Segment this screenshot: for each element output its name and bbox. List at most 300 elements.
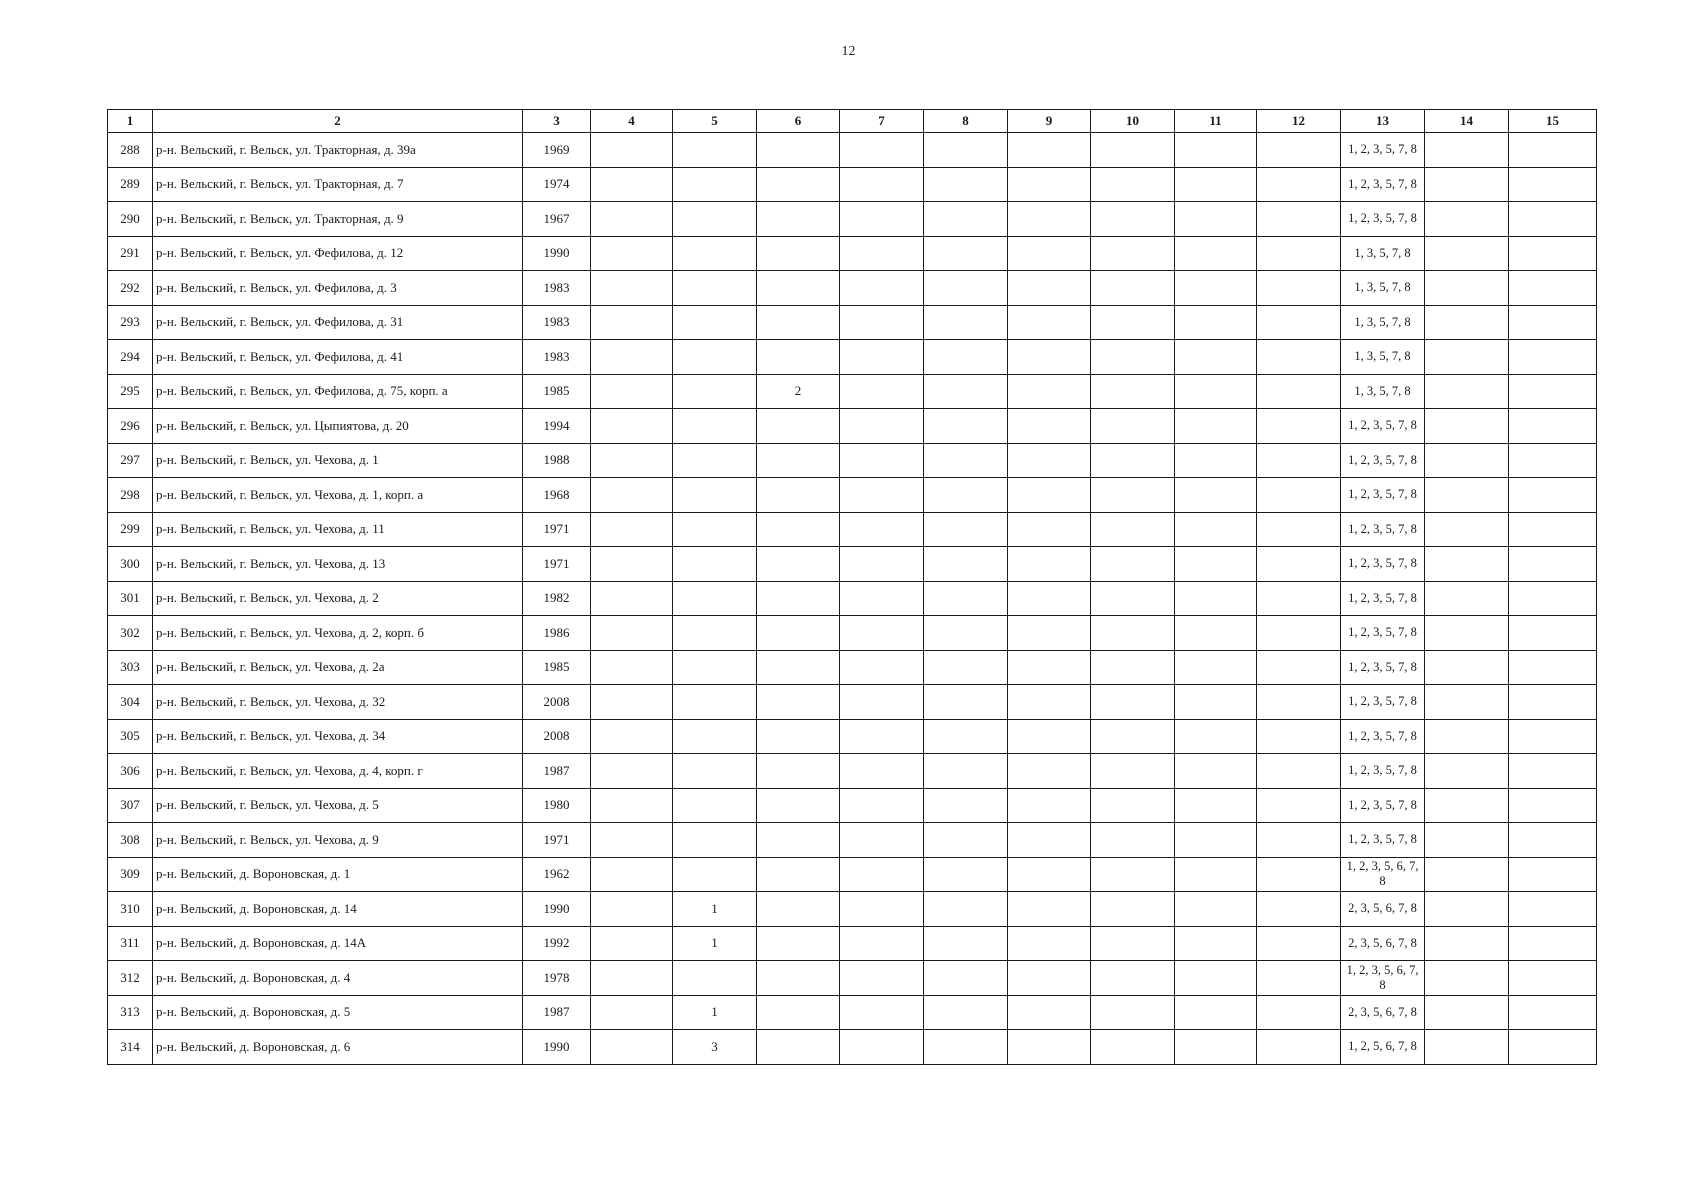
codes-cell: 1, 2, 3, 5, 7, 8 bbox=[1341, 650, 1425, 685]
table-cell-col-14 bbox=[1425, 512, 1509, 547]
column-header-12: 12 bbox=[1257, 110, 1341, 133]
table-cell-col-11 bbox=[1175, 167, 1257, 202]
codes-cell: 1, 3, 5, 7, 8 bbox=[1341, 340, 1425, 375]
table-cell-col-8 bbox=[924, 271, 1008, 306]
table-cell-col-4 bbox=[591, 961, 673, 996]
table-cell-col-6 bbox=[757, 512, 840, 547]
table-cell-col-6 bbox=[757, 616, 840, 651]
table-cell-col-5 bbox=[673, 685, 757, 720]
table-cell-col-14 bbox=[1425, 892, 1509, 927]
table-cell-col-8 bbox=[924, 650, 1008, 685]
table-cell-col-14 bbox=[1425, 409, 1509, 444]
year-cell: 1968 bbox=[523, 478, 591, 513]
address-cell: р-н. Вельский, г. Вельск, ул. Фефилова, д. 75, корп. а bbox=[153, 374, 523, 409]
year-cell: 1969 bbox=[523, 133, 591, 168]
row-number-cell: 309 bbox=[108, 857, 153, 892]
table-cell-col-15 bbox=[1509, 995, 1597, 1030]
row-number-cell: 300 bbox=[108, 547, 153, 582]
table-cell-col-15 bbox=[1509, 133, 1597, 168]
table-cell-col-14 bbox=[1425, 857, 1509, 892]
table-cell-col-10 bbox=[1091, 1030, 1175, 1065]
table-cell-col-14 bbox=[1425, 478, 1509, 513]
table-cell-col-12 bbox=[1257, 305, 1341, 340]
codes-cell: 1, 2, 3, 5, 7, 8 bbox=[1341, 167, 1425, 202]
row-number-cell: 296 bbox=[108, 409, 153, 444]
table-cell-col-8 bbox=[924, 823, 1008, 858]
row-number-cell: 307 bbox=[108, 788, 153, 823]
table-cell-col-7 bbox=[840, 650, 924, 685]
table-cell-col-6 bbox=[757, 271, 840, 306]
year-cell: 1983 bbox=[523, 305, 591, 340]
table-cell-col-4 bbox=[591, 823, 673, 858]
table-cell-col-4 bbox=[591, 616, 673, 651]
table-cell-col-4 bbox=[591, 995, 673, 1030]
table-cell-col-14 bbox=[1425, 995, 1509, 1030]
table-cell-col-4 bbox=[591, 271, 673, 306]
row-number-cell: 291 bbox=[108, 236, 153, 271]
table-row bbox=[108, 340, 1597, 375]
table-cell-col-6 bbox=[757, 650, 840, 685]
table-cell-col-7 bbox=[840, 443, 924, 478]
table-cell-col-15 bbox=[1509, 581, 1597, 616]
codes-cell: 1, 2, 3, 5, 7, 8 bbox=[1341, 133, 1425, 168]
table-cell-col-5: 3 bbox=[673, 1030, 757, 1065]
table-cell-col-8 bbox=[924, 685, 1008, 720]
table-cell-col-14 bbox=[1425, 685, 1509, 720]
table-cell-col-15 bbox=[1509, 271, 1597, 306]
year-cell: 1990 bbox=[523, 892, 591, 927]
table-cell-col-9 bbox=[1008, 133, 1091, 168]
table-cell-col-15 bbox=[1509, 443, 1597, 478]
table-cell-col-14 bbox=[1425, 926, 1509, 961]
table-row bbox=[108, 650, 1597, 685]
address-cell: р-н. Вельский, г. Вельск, ул. Цыпиятова, д. 20 bbox=[153, 409, 523, 444]
table-cell-col-7 bbox=[840, 719, 924, 754]
table-cell-col-4 bbox=[591, 236, 673, 271]
table-cell-col-15 bbox=[1509, 478, 1597, 513]
table-cell-col-6 bbox=[757, 719, 840, 754]
table-cell-col-12 bbox=[1257, 340, 1341, 375]
address-cell: р-н. Вельский, д. Вороновская, д. 6 bbox=[153, 1030, 523, 1065]
codes-cell: 1, 2, 3, 5, 6, 7, 8 bbox=[1341, 857, 1425, 892]
table-body bbox=[108, 133, 1597, 1065]
table-cell-col-4 bbox=[591, 340, 673, 375]
table-row bbox=[108, 616, 1597, 651]
table-cell-col-8 bbox=[924, 167, 1008, 202]
table-cell-col-6 bbox=[757, 581, 840, 616]
codes-cell: 1, 2, 3, 5, 7, 8 bbox=[1341, 616, 1425, 651]
table-cell-col-10 bbox=[1091, 340, 1175, 375]
table-row bbox=[108, 133, 1597, 168]
table-cell-col-9 bbox=[1008, 961, 1091, 996]
address-cell: р-н. Вельский, г. Вельск, ул. Фефилова, д. 12 bbox=[153, 236, 523, 271]
year-cell: 1985 bbox=[523, 650, 591, 685]
table-cell-col-8 bbox=[924, 581, 1008, 616]
column-header-4: 4 bbox=[591, 110, 673, 133]
address-cell: р-н. Вельский, г. Вельск, ул. Чехова, д. 2, корп. б bbox=[153, 616, 523, 651]
table-cell-col-11 bbox=[1175, 719, 1257, 754]
table-cell-col-7 bbox=[840, 857, 924, 892]
table-cell-col-7 bbox=[840, 409, 924, 444]
table-cell-col-9 bbox=[1008, 754, 1091, 789]
table-cell-col-4 bbox=[591, 167, 673, 202]
table-cell-col-10 bbox=[1091, 305, 1175, 340]
address-cell: р-н. Вельский, г. Вельск, ул. Тракторная, д. 39а bbox=[153, 133, 523, 168]
column-header-7: 7 bbox=[840, 110, 924, 133]
table-cell-col-14 bbox=[1425, 650, 1509, 685]
table-cell-col-9 bbox=[1008, 857, 1091, 892]
table-cell-col-6 bbox=[757, 443, 840, 478]
table-cell-col-10 bbox=[1091, 719, 1175, 754]
table-cell-col-10 bbox=[1091, 926, 1175, 961]
table-cell-col-11 bbox=[1175, 685, 1257, 720]
table-cell-col-11 bbox=[1175, 409, 1257, 444]
table-cell-col-9 bbox=[1008, 719, 1091, 754]
table-cell-col-5 bbox=[673, 857, 757, 892]
address-cell: р-н. Вельский, г. Вельск, ул. Чехова, д. 2а bbox=[153, 650, 523, 685]
housing-table bbox=[107, 109, 1597, 1065]
row-number-cell: 290 bbox=[108, 202, 153, 237]
codes-cell: 1, 2, 3, 5, 7, 8 bbox=[1341, 478, 1425, 513]
table-row bbox=[108, 719, 1597, 754]
table-cell-col-4 bbox=[591, 685, 673, 720]
table-cell-col-6 bbox=[757, 685, 840, 720]
table-cell-col-9 bbox=[1008, 409, 1091, 444]
table-cell-col-10 bbox=[1091, 581, 1175, 616]
table-cell-col-5 bbox=[673, 650, 757, 685]
table-cell-col-6 bbox=[757, 892, 840, 927]
table-cell-col-15 bbox=[1509, 236, 1597, 271]
column-header-9: 9 bbox=[1008, 110, 1091, 133]
table-cell-col-7 bbox=[840, 547, 924, 582]
row-number-cell: 298 bbox=[108, 478, 153, 513]
table-cell-col-8 bbox=[924, 305, 1008, 340]
table-row bbox=[108, 443, 1597, 478]
table-cell-col-12 bbox=[1257, 133, 1341, 168]
codes-cell: 1, 2, 5, 6, 7, 8 bbox=[1341, 1030, 1425, 1065]
table-cell-col-11 bbox=[1175, 512, 1257, 547]
table-cell-col-6 bbox=[757, 926, 840, 961]
table-cell-col-4 bbox=[591, 1030, 673, 1065]
table-cell-col-4 bbox=[591, 926, 673, 961]
table-row bbox=[108, 581, 1597, 616]
column-header-5: 5 bbox=[673, 110, 757, 133]
table-cell-col-5: 1 bbox=[673, 892, 757, 927]
table-cell-col-12 bbox=[1257, 857, 1341, 892]
table-cell-col-11 bbox=[1175, 305, 1257, 340]
table-cell-col-4 bbox=[591, 478, 673, 513]
table-cell-col-15 bbox=[1509, 202, 1597, 237]
table-cell-col-7 bbox=[840, 236, 924, 271]
table-cell-col-14 bbox=[1425, 340, 1509, 375]
codes-cell: 1, 2, 3, 5, 7, 8 bbox=[1341, 754, 1425, 789]
table-cell-col-7 bbox=[840, 512, 924, 547]
row-number-cell: 305 bbox=[108, 719, 153, 754]
table-cell-col-4 bbox=[591, 650, 673, 685]
address-cell: р-н. Вельский, г. Вельск, ул. Фефилова, д. 31 bbox=[153, 305, 523, 340]
table-cell-col-12 bbox=[1257, 547, 1341, 582]
table-cell-col-7 bbox=[840, 305, 924, 340]
codes-cell: 1, 3, 5, 7, 8 bbox=[1341, 271, 1425, 306]
table-row bbox=[108, 961, 1597, 996]
table-cell-col-7 bbox=[840, 685, 924, 720]
table-cell-col-9 bbox=[1008, 236, 1091, 271]
table-row bbox=[108, 788, 1597, 823]
table-cell-col-9 bbox=[1008, 788, 1091, 823]
table-cell-col-8 bbox=[924, 443, 1008, 478]
table-cell-col-10 bbox=[1091, 202, 1175, 237]
table-cell-col-8 bbox=[924, 961, 1008, 996]
table-cell-col-8 bbox=[924, 892, 1008, 927]
table-cell-col-11 bbox=[1175, 926, 1257, 961]
row-number-cell: 299 bbox=[108, 512, 153, 547]
table-cell-col-5 bbox=[673, 271, 757, 306]
address-cell: р-н. Вельский, г. Вельск, ул. Чехова, д. 9 bbox=[153, 823, 523, 858]
table-cell-col-14 bbox=[1425, 236, 1509, 271]
year-cell: 1971 bbox=[523, 547, 591, 582]
table-cell-col-8 bbox=[924, 616, 1008, 651]
table-cell-col-5: 1 bbox=[673, 926, 757, 961]
table-cell-col-15 bbox=[1509, 788, 1597, 823]
table-cell-col-5 bbox=[673, 133, 757, 168]
address-cell: р-н. Вельский, г. Вельск, ул. Фефилова, д. 41 bbox=[153, 340, 523, 375]
table-cell-col-11 bbox=[1175, 857, 1257, 892]
table-cell-col-9 bbox=[1008, 823, 1091, 858]
address-cell: р-н. Вельский, г. Вельск, ул. Тракторная, д. 7 bbox=[153, 167, 523, 202]
column-header-13: 13 bbox=[1341, 110, 1425, 133]
column-header-6: 6 bbox=[757, 110, 840, 133]
table-cell-col-6 bbox=[757, 995, 840, 1030]
table-row bbox=[108, 409, 1597, 444]
year-cell: 1988 bbox=[523, 443, 591, 478]
table-cell-col-11 bbox=[1175, 547, 1257, 582]
year-cell: 2008 bbox=[523, 685, 591, 720]
table-cell-col-5 bbox=[673, 823, 757, 858]
column-header-1: 1 bbox=[108, 110, 153, 133]
table-cell-col-14 bbox=[1425, 305, 1509, 340]
table-cell-col-9 bbox=[1008, 926, 1091, 961]
year-cell: 1994 bbox=[523, 409, 591, 444]
table-cell-col-4 bbox=[591, 857, 673, 892]
table-row bbox=[108, 547, 1597, 582]
codes-cell: 1, 2, 3, 5, 6, 7, 8 bbox=[1341, 961, 1425, 996]
year-cell: 1971 bbox=[523, 823, 591, 858]
table-cell-col-9 bbox=[1008, 892, 1091, 927]
codes-cell: 1, 2, 3, 5, 7, 8 bbox=[1341, 685, 1425, 720]
table-cell-col-8 bbox=[924, 1030, 1008, 1065]
row-number-cell: 297 bbox=[108, 443, 153, 478]
table-cell-col-15 bbox=[1509, 719, 1597, 754]
table-cell-col-8 bbox=[924, 547, 1008, 582]
table-row bbox=[108, 685, 1597, 720]
table-cell-col-12 bbox=[1257, 685, 1341, 720]
codes-cell: 1, 2, 3, 5, 7, 8 bbox=[1341, 719, 1425, 754]
table-cell-col-4 bbox=[591, 409, 673, 444]
table-cell-col-7 bbox=[840, 581, 924, 616]
row-number-cell: 308 bbox=[108, 823, 153, 858]
table-cell-col-12 bbox=[1257, 719, 1341, 754]
row-number-cell: 301 bbox=[108, 581, 153, 616]
table-cell-col-11 bbox=[1175, 340, 1257, 375]
table-cell-col-12 bbox=[1257, 892, 1341, 927]
table-cell-col-10 bbox=[1091, 409, 1175, 444]
table-cell-col-14 bbox=[1425, 271, 1509, 306]
table-cell-col-12 bbox=[1257, 374, 1341, 409]
year-cell: 1992 bbox=[523, 926, 591, 961]
row-number-cell: 311 bbox=[108, 926, 153, 961]
table-cell-col-7 bbox=[840, 1030, 924, 1065]
row-number-cell: 302 bbox=[108, 616, 153, 651]
year-cell: 1974 bbox=[523, 167, 591, 202]
column-header-14: 14 bbox=[1425, 110, 1509, 133]
address-cell: р-н. Вельский, д. Вороновская, д. 1 bbox=[153, 857, 523, 892]
table-cell-col-6 bbox=[757, 1030, 840, 1065]
table-cell-col-9 bbox=[1008, 547, 1091, 582]
table-cell-col-4 bbox=[591, 374, 673, 409]
codes-cell: 2, 3, 5, 6, 7, 8 bbox=[1341, 995, 1425, 1030]
table-cell-col-7 bbox=[840, 961, 924, 996]
table-cell-col-10 bbox=[1091, 616, 1175, 651]
year-cell: 1987 bbox=[523, 754, 591, 789]
row-number-cell: 310 bbox=[108, 892, 153, 927]
table-cell-col-15 bbox=[1509, 616, 1597, 651]
table-cell-col-8 bbox=[924, 995, 1008, 1030]
table-cell-col-14 bbox=[1425, 133, 1509, 168]
column-header-2: 2 bbox=[153, 110, 523, 133]
address-cell: р-н. Вельский, г. Вельск, ул. Чехова, д. 1, корп. а bbox=[153, 478, 523, 513]
table-cell-col-10 bbox=[1091, 478, 1175, 513]
table-cell-col-6 bbox=[757, 133, 840, 168]
table-cell-col-14 bbox=[1425, 616, 1509, 651]
column-header-8: 8 bbox=[924, 110, 1008, 133]
table-row bbox=[108, 892, 1597, 927]
table-cell-col-5 bbox=[673, 788, 757, 823]
table-cell-col-14 bbox=[1425, 547, 1509, 582]
table-cell-col-15 bbox=[1509, 409, 1597, 444]
table-cell-col-6 bbox=[757, 788, 840, 823]
row-number-cell: 294 bbox=[108, 340, 153, 375]
address-cell: р-н. Вельский, д. Вороновская, д. 14А bbox=[153, 926, 523, 961]
year-cell: 1962 bbox=[523, 857, 591, 892]
column-header-10: 10 bbox=[1091, 110, 1175, 133]
table-cell-col-5 bbox=[673, 547, 757, 582]
codes-cell: 1, 3, 5, 7, 8 bbox=[1341, 374, 1425, 409]
table-cell-col-7 bbox=[840, 926, 924, 961]
row-number-cell: 306 bbox=[108, 754, 153, 789]
table-cell-col-14 bbox=[1425, 719, 1509, 754]
table-cell-col-11 bbox=[1175, 443, 1257, 478]
table-cell-col-8 bbox=[924, 133, 1008, 168]
table-cell-col-5 bbox=[673, 236, 757, 271]
table-cell-col-7 bbox=[840, 167, 924, 202]
address-cell: р-н. Вельский, г. Вельск, ул. Чехова, д. 1 bbox=[153, 443, 523, 478]
table-cell-col-9 bbox=[1008, 581, 1091, 616]
table-cell-col-9 bbox=[1008, 443, 1091, 478]
table-cell-col-9 bbox=[1008, 650, 1091, 685]
table-cell-col-10 bbox=[1091, 685, 1175, 720]
table-cell-col-11 bbox=[1175, 202, 1257, 237]
table-row bbox=[108, 926, 1597, 961]
table-cell-col-11 bbox=[1175, 650, 1257, 685]
table-row bbox=[108, 857, 1597, 892]
table-cell-col-4 bbox=[591, 443, 673, 478]
table-cell-col-9 bbox=[1008, 305, 1091, 340]
year-cell: 1971 bbox=[523, 512, 591, 547]
table-row bbox=[108, 512, 1597, 547]
table-cell-col-5 bbox=[673, 305, 757, 340]
codes-cell: 1, 2, 3, 5, 7, 8 bbox=[1341, 823, 1425, 858]
table-cell-col-5 bbox=[673, 478, 757, 513]
table-cell-col-5 bbox=[673, 719, 757, 754]
row-number-cell: 288 bbox=[108, 133, 153, 168]
table-cell-col-5 bbox=[673, 340, 757, 375]
table-cell-col-10 bbox=[1091, 374, 1175, 409]
row-number-cell: 313 bbox=[108, 995, 153, 1030]
row-number-cell: 312 bbox=[108, 961, 153, 996]
table-cell-col-5: 1 bbox=[673, 995, 757, 1030]
table-cell-col-6 bbox=[757, 202, 840, 237]
table-cell-col-6: 2 bbox=[757, 374, 840, 409]
table-cell-col-10 bbox=[1091, 995, 1175, 1030]
table-cell-col-12 bbox=[1257, 788, 1341, 823]
table-row bbox=[108, 478, 1597, 513]
table-cell-col-12 bbox=[1257, 409, 1341, 444]
table-row bbox=[108, 202, 1597, 237]
codes-cell: 1, 3, 5, 7, 8 bbox=[1341, 236, 1425, 271]
address-cell: р-н. Вельский, г. Вельск, ул. Чехова, д. 32 bbox=[153, 685, 523, 720]
table-cell-col-7 bbox=[840, 271, 924, 306]
table-cell-col-14 bbox=[1425, 754, 1509, 789]
year-cell: 1983 bbox=[523, 271, 591, 306]
table-cell-col-9 bbox=[1008, 340, 1091, 375]
table-cell-col-10 bbox=[1091, 271, 1175, 306]
table-row bbox=[108, 167, 1597, 202]
table-cell-col-10 bbox=[1091, 167, 1175, 202]
table-cell-col-11 bbox=[1175, 374, 1257, 409]
table-cell-col-15 bbox=[1509, 685, 1597, 720]
table-cell-col-7 bbox=[840, 823, 924, 858]
table-cell-col-8 bbox=[924, 236, 1008, 271]
column-header-3: 3 bbox=[523, 110, 591, 133]
codes-cell: 1, 2, 3, 5, 7, 8 bbox=[1341, 788, 1425, 823]
table-cell-col-14 bbox=[1425, 961, 1509, 996]
table-cell-col-11 bbox=[1175, 995, 1257, 1030]
row-number-cell: 303 bbox=[108, 650, 153, 685]
table-cell-col-15 bbox=[1509, 340, 1597, 375]
table-cell-col-14 bbox=[1425, 823, 1509, 858]
table-cell-col-12 bbox=[1257, 754, 1341, 789]
table-cell-col-11 bbox=[1175, 961, 1257, 996]
address-cell: р-н. Вельский, г. Вельск, ул. Тракторная, д. 9 bbox=[153, 202, 523, 237]
table-cell-col-10 bbox=[1091, 857, 1175, 892]
column-header-11: 11 bbox=[1175, 110, 1257, 133]
year-cell: 1985 bbox=[523, 374, 591, 409]
table-cell-col-15 bbox=[1509, 754, 1597, 789]
table-cell-col-12 bbox=[1257, 1030, 1341, 1065]
table-cell-col-14 bbox=[1425, 1030, 1509, 1065]
table-cell-col-10 bbox=[1091, 512, 1175, 547]
table-cell-col-15 bbox=[1509, 926, 1597, 961]
row-number-cell: 304 bbox=[108, 685, 153, 720]
table-cell-col-12 bbox=[1257, 650, 1341, 685]
table-cell-col-14 bbox=[1425, 374, 1509, 409]
table-cell-col-8 bbox=[924, 788, 1008, 823]
table-cell-col-11 bbox=[1175, 892, 1257, 927]
table-cell-col-10 bbox=[1091, 961, 1175, 996]
table-row bbox=[108, 236, 1597, 271]
table-cell-col-8 bbox=[924, 512, 1008, 547]
table-cell-col-12 bbox=[1257, 512, 1341, 547]
